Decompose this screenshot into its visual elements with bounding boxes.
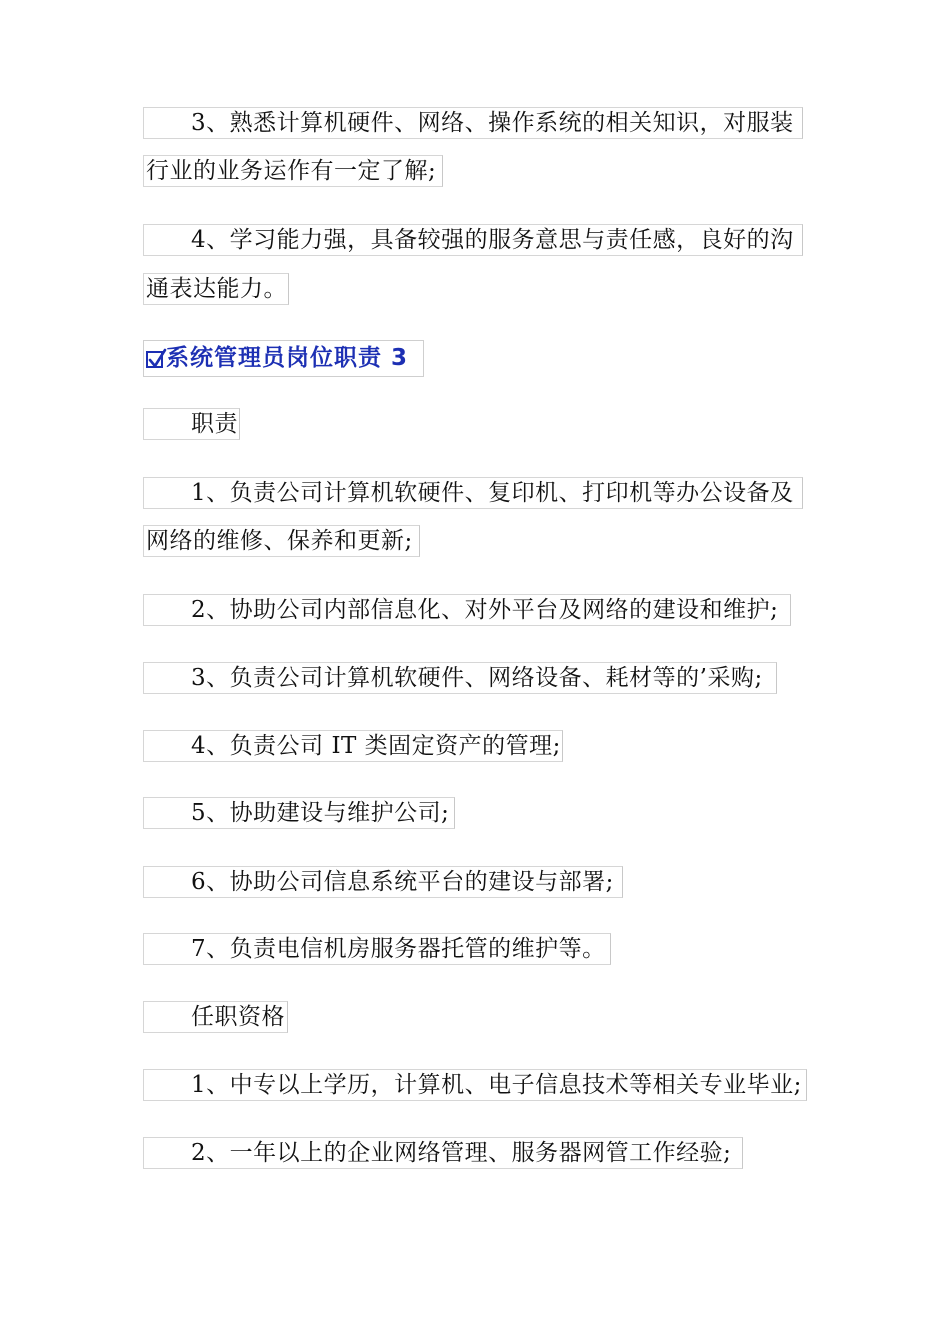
qualification-item: 1、中专以上学历，计算机、电子信息技术等相关专业毕业; bbox=[143, 1069, 807, 1101]
duty-item: 7、负责电信机房服务器托管的维护等。 bbox=[143, 933, 611, 965]
duty-item-line: 1、负责公司计算机软硬件、复印机、打印机等办公设备及 bbox=[143, 477, 803, 509]
duty-item: 4、负责公司 IT 类固定资产的管理; bbox=[143, 730, 563, 762]
duty-item: 2、协助公司内部信息化、对外平台及网络的建设和维护; bbox=[143, 594, 791, 626]
duty-item: 3、负责公司计算机软硬件、网络设备、耗材等的’采购; bbox=[143, 662, 777, 694]
subsection-label: 职责 bbox=[143, 408, 240, 440]
paragraph-line: 行业的业务运作有一定了解; bbox=[143, 155, 443, 187]
duty-item: 5、协助建设与维护公司; bbox=[143, 797, 455, 829]
paragraph-line: 3、熟悉计算机硬件、网络、操作系统的相关知识，对服装 bbox=[143, 107, 803, 139]
duty-item-line: 网络的维修、保养和更新; bbox=[143, 525, 420, 557]
duty-item: 6、协助公司信息系统平台的建设与部署; bbox=[143, 866, 623, 898]
section-title: 系统管理员岗位职责 3 bbox=[166, 345, 409, 371]
checkbox-checked-icon bbox=[146, 351, 163, 368]
section-heading bbox=[143, 340, 424, 377]
subsection-label: 任职资格 bbox=[143, 1001, 288, 1033]
paragraph-line: 4、学习能力强，具备较强的服务意思与责任感，良好的沟 bbox=[143, 224, 803, 256]
qualification-item: 2、一年以上的企业网络管理、服务器网管工作经验; bbox=[143, 1137, 743, 1169]
paragraph-line: 通表达能力。 bbox=[143, 273, 289, 305]
